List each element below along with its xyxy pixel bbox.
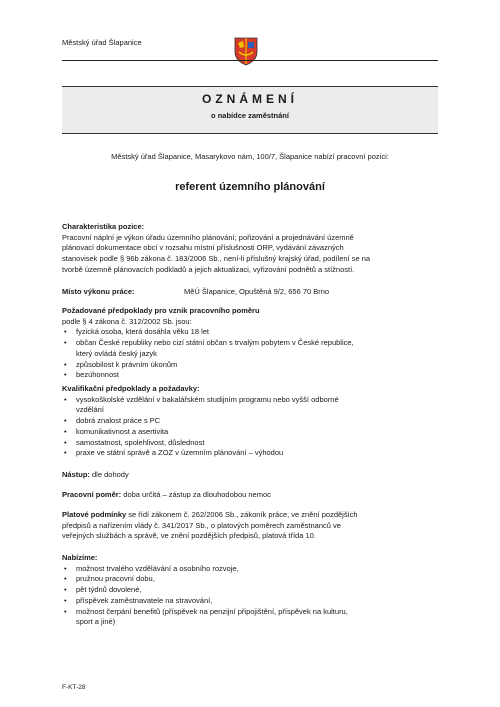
salary-label: Platové podmínky [62, 510, 127, 519]
characteristics-line: Pracovní náplní je výkon úřadu územního plánování; pořizování a projednávání územně [62, 232, 354, 242]
workplace-row [62, 287, 438, 298]
list-item: • praxe ve státní správě a ZOZ v územním plánování – výhodou [62, 448, 438, 459]
header-divider [62, 60, 438, 61]
list-item: • možnost čerpání benefitů (příspěvek na penzijní připojištění, příspěvek na kulturu, sport a jiné) [62, 607, 438, 628]
start-row [62, 470, 438, 481]
qualifications-heading: Kvalifikační předpoklady a požadavky: [62, 384, 200, 393]
salary-line: veřejných službách a správě, ve znění pozdějších předpisů, platová třída 10. [62, 531, 316, 541]
position-title: referent územního plánování [175, 181, 325, 193]
office-name: Městský úřad Šlapanice [62, 38, 142, 47]
prerequisites-lead: podle § 4 zákona č. 312/2002 Sb. jsou: [62, 316, 192, 326]
list-item: • vysokoškolské vzdělání v bakalářském studijním programu nebo vyšší odborné vzdělání [62, 395, 438, 416]
salary-line: předpisů a nařízením vlády č. 341/2017 Sb., o platových poměrech zaměstnanců ve [62, 520, 341, 530]
list-item: • fyzická osoba, která dosáhla věku 18 let [62, 327, 438, 338]
slapanice-coat-of-arms-icon [233, 36, 259, 66]
prerequisites-heading: Požadované předpoklady pro vznik pracovního poměru [62, 306, 260, 315]
notice-subtitle: o nabídce zaměstnání [211, 111, 289, 120]
list-item: • bezúhonnost [62, 370, 438, 381]
prerequisites-section [62, 306, 438, 381]
offer-heading: Nabízíme: [62, 553, 98, 562]
list-item: • příspěvek zaměstnavatele na stravování, [62, 596, 438, 607]
workplace-value: MěÚ Šlapanice, Opuštěná 9/2, 656 70 Brno [184, 287, 330, 296]
employment-label: Pracovní poměr: [62, 490, 122, 499]
list-item: • způsobilost k právním úkonům [62, 360, 438, 371]
list-item: • dobrá znalost práce s PC [62, 416, 438, 427]
characteristics-line: plánovací dokumentace obcí v rozsahu místní příslušnosti ORP, vydávání závazných [62, 243, 344, 253]
characteristics-section [62, 222, 438, 276]
qualifications-list [62, 395, 438, 459]
offer-section [62, 553, 438, 628]
form-code: F-KT-28 [62, 684, 86, 691]
characteristics-line: stanovisek podle § 96b zákona č. 183/2006 Sb., není-li příslušný krajský úřad, podílení se na [62, 254, 371, 264]
intro-text: Městský úřad Šlapanice, Masarykovo nám, 100/7, Šlapanice nabízí pracovní pozici: [111, 152, 389, 161]
salary-line: se řídí zákonem č. 262/2006 Sb., zákoník práce, ve znění pozdějších [128, 510, 358, 519]
list-item: • pružnou pracovní dobu, [62, 574, 438, 585]
list-item: • pět týdnů dovolené, [62, 585, 438, 596]
offer-list [62, 564, 438, 628]
employment-row [62, 490, 438, 501]
prerequisites-list [62, 327, 438, 381]
list-item: • komunikativnost a asertivita [62, 427, 438, 438]
employment-value: doba určitá – zástup za dlouhodobou nemoc [123, 490, 271, 499]
characteristics-line: tvorbě územně plánovacích podkladů a jejich aktualizaci, vyřizování podnětů a stížností. [62, 264, 355, 274]
start-label: Nástup: [62, 470, 90, 479]
salary-section [62, 510, 438, 542]
qualifications-section [62, 384, 438, 459]
list-item: • samostatnost, spolehlivost, důslednost [62, 438, 438, 449]
list-item: • možnost trvalého vzdělávání a osobního rozvoje, [62, 564, 438, 575]
notice-title: OZNÁMENÍ [202, 92, 298, 106]
list-item: • občan České republiky nebo cizí státní občan s trvalým pobytem v České republice, který ovládá český jazyk [62, 338, 438, 359]
workplace-label: Místo výkonu práce: [62, 287, 135, 296]
characteristics-heading: Charakteristika pozice: [62, 222, 145, 231]
start-value: dle dohody [92, 470, 129, 479]
